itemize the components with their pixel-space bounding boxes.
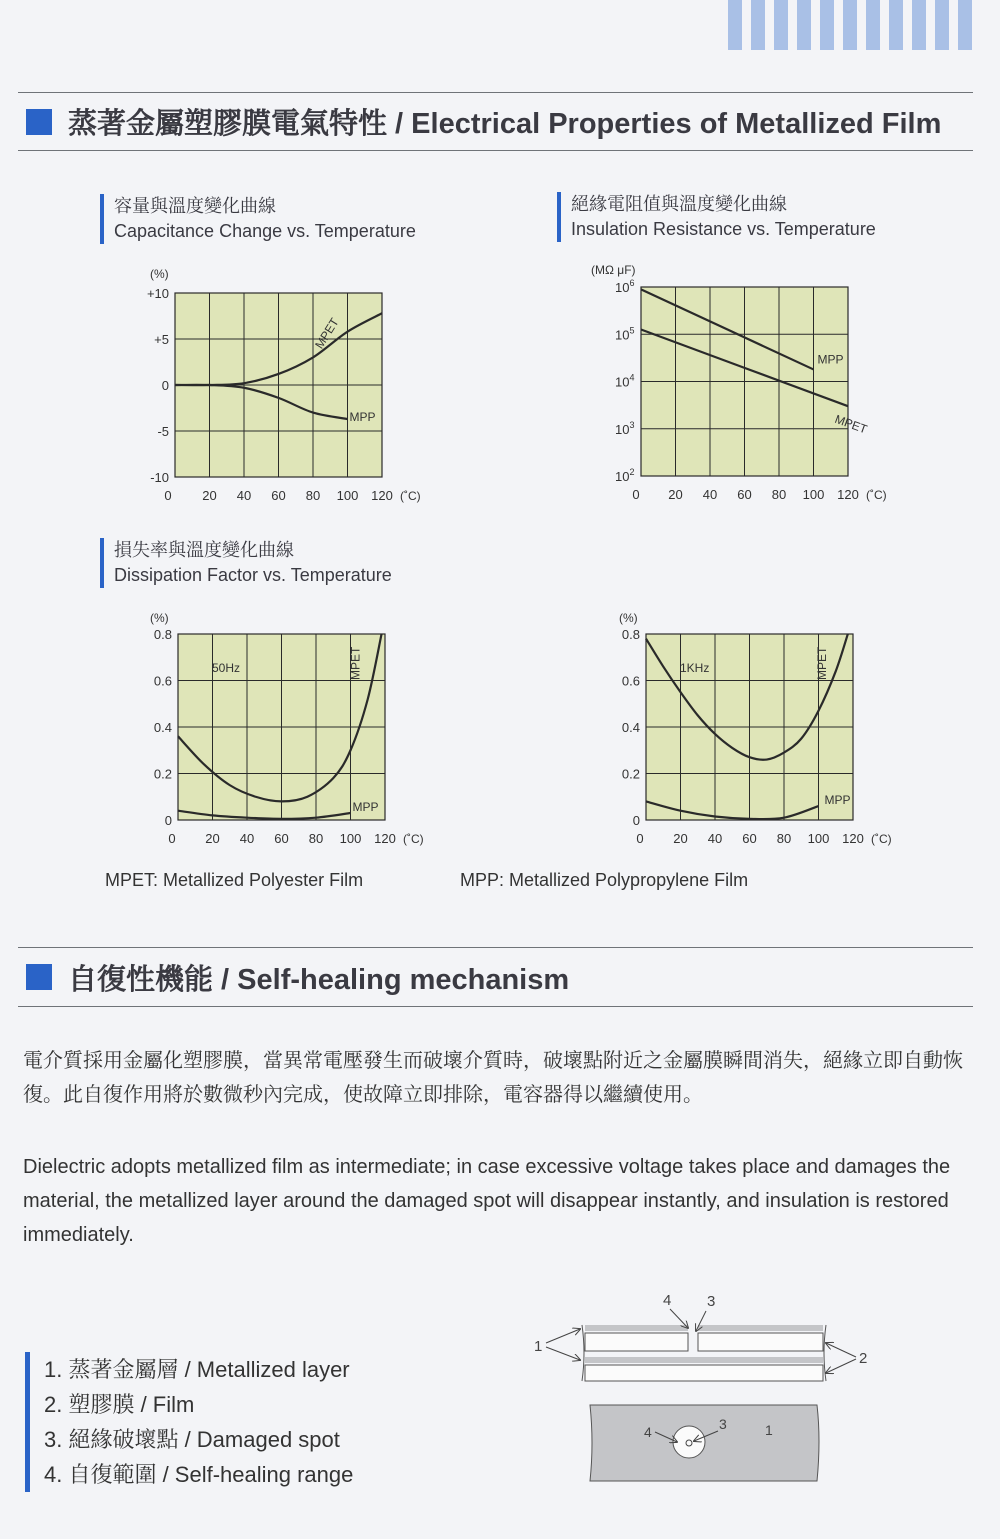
film-top-left xyxy=(585,1333,688,1351)
insulation-x-tick-label: 0 xyxy=(632,487,640,502)
df_1khz-x-tick-label: 60 xyxy=(742,831,757,846)
df_1khz-y-tick-label: 0.6 xyxy=(621,673,640,689)
metallized-layer-right xyxy=(698,1325,823,1331)
top-view xyxy=(590,1405,819,1481)
label-1: 1 xyxy=(534,1338,543,1355)
legend-item-self-healing-range: 4. 自復範圍 / Self-healing range xyxy=(44,1462,354,1487)
capacitance-x-tick-label: 0 xyxy=(164,488,172,503)
paragraph-zh: 電介質採用金屬化塑膠膜，當異常電壓發生而破壞介質時，破壞點附近之金屬膜瞬間消失，絕緣立即自動恢復。此自復作用將於數微秒內完成，使故障立即排除，電容器得以繼續使用。 xyxy=(23,1050,963,1106)
df_1khz-x-tick-label: 80 xyxy=(776,831,792,846)
insulation-x-tick-label: 80 xyxy=(771,487,787,502)
insulation-x-unit-label: (˚C) xyxy=(866,488,887,502)
df_1khz-series-label-mpp: MPP xyxy=(824,793,851,808)
df_1khz-x-tick-label: 20 xyxy=(673,831,688,846)
capacitance-x-unit-label: (˚C) xyxy=(400,489,421,503)
chart-title-zh: 絕緣電阻值與溫度變化曲線 xyxy=(571,194,787,214)
insulation-y-unit-label: (MΩ μF) xyxy=(591,263,636,277)
metallized-layer-bottom xyxy=(585,1357,823,1363)
df_50hz-x-tick-label: 100 xyxy=(339,831,362,846)
df_50hz-x-tick-label: 40 xyxy=(239,831,255,846)
insulation-x-tick-label: 120 xyxy=(837,487,859,502)
df_50hz-y-tick-label: 0.4 xyxy=(153,720,172,735)
chart-title-en: Dissipation Factor vs. Temperature xyxy=(114,565,392,585)
capacitance-y-tick-label: +5 xyxy=(154,332,169,347)
legend-item-film: 2. 塑膠膜 / Film xyxy=(44,1392,195,1417)
component-legend xyxy=(25,1352,353,1492)
insulation-x-tick-label: 40 xyxy=(702,487,718,502)
section-title: 蒸著金屬塑膠膜電氣特性 / Electrical Properties of Metallized Film xyxy=(68,108,942,140)
capacitance-x-tick-label: 100 xyxy=(336,488,359,503)
df_50hz-y-tick-label: 0.6 xyxy=(153,673,172,689)
capacitance-series-label-mpp: MPP xyxy=(349,410,376,425)
insulation-x-tick-label: 100 xyxy=(802,487,825,502)
df_1khz-y-tick-label: 0.2 xyxy=(621,766,640,782)
film-top-right xyxy=(698,1333,823,1351)
insulation-y-tick-label: $10^6$ xyxy=(615,278,635,295)
capacitance-x-tick-label: 20 xyxy=(202,488,217,503)
chart-title-en: Capacitance Change vs. Temperature xyxy=(114,221,416,241)
df_50hz-y-unit-label: (%) xyxy=(150,611,169,625)
capacitance-y-tick-label: +10 xyxy=(146,286,169,301)
df_50hz-annotation: 50Hz xyxy=(212,661,241,675)
df_50hz-y-tick-label: 0.8 xyxy=(153,627,172,642)
insulation-series-label-mpp: MPP xyxy=(817,352,844,367)
df_50hz-x-tick-label: 20 xyxy=(205,831,220,846)
legend-note-mpet: MPET: Metallized Polyester Film xyxy=(105,870,364,890)
df_50hz-x-tick-label: 120 xyxy=(374,831,396,846)
legend-item-damaged-spot: 3. 絕緣破壞點 / Damaged spot xyxy=(44,1427,340,1452)
chart-title-en: Insulation Resistance vs. Temperature xyxy=(571,219,876,239)
df_1khz-y-tick-label: 0.4 xyxy=(621,720,640,735)
label-2: 2 xyxy=(859,1350,868,1367)
insulation-y-tick-label: $10^4$ xyxy=(615,372,635,390)
self-healing-diagram xyxy=(520,1285,880,1495)
capacitance-y-tick-label: 0 xyxy=(161,378,169,393)
df_1khz-y-tick-label: 0 xyxy=(632,813,640,828)
legend-note-mpp: MPP: Metallized Polypropylene Film xyxy=(460,870,749,890)
df_50hz-y-tick-label: 0.2 xyxy=(153,766,172,782)
label-4-top: 4 xyxy=(663,1292,672,1309)
df_50hz-x-tick-label: 80 xyxy=(308,831,324,846)
insulation-series-label-mpet: MPET xyxy=(832,411,870,437)
insulation-x-tick-label: 60 xyxy=(737,487,752,502)
insulation-y-tick-label: $10^2$ xyxy=(615,467,635,484)
label-1-view: 1 xyxy=(765,1422,773,1438)
section-title: 自復性機能 / Self-healing mechanism xyxy=(68,963,570,996)
label-4-view: 4 xyxy=(644,1424,652,1440)
df_1khz-x-tick-label: 120 xyxy=(842,831,864,846)
chart-title-zh: 損失率與溫度變化曲線 xyxy=(114,540,294,560)
chart-title-zh: 容量與溫度變化曲線 xyxy=(114,196,276,216)
section-heading-self-healing xyxy=(18,947,973,1007)
label-3-top: 3 xyxy=(707,1293,716,1310)
df_1khz-x-unit-label: (˚C) xyxy=(871,832,892,846)
section-marker xyxy=(26,964,52,990)
capacitance-x-tick-label: 40 xyxy=(236,488,252,503)
capacitance-y-tick-label: -5 xyxy=(157,424,169,439)
df_1khz-x-tick-label: 0 xyxy=(636,831,644,846)
df_50hz-series-label-mpp: MPP xyxy=(352,800,379,815)
df_1khz-annotation: 1KHz xyxy=(680,661,710,675)
metallized-layer-left xyxy=(585,1325,688,1331)
capacitance-series-label-mpet: MPET xyxy=(312,315,342,352)
label-3-view: 3 xyxy=(719,1416,727,1432)
df_1khz-x-tick-label: 40 xyxy=(707,831,723,846)
legend-item-metallized-layer: 1. 蒸著金屬層 / Metallized layer xyxy=(44,1357,350,1382)
df_50hz-y-tick-label: 0 xyxy=(164,813,172,828)
capacitance-y-unit-label: (%) xyxy=(150,267,169,281)
df_1khz-y-unit-label: (%) xyxy=(619,611,638,625)
df_50hz-x-tick-label: 0 xyxy=(168,831,176,846)
paragraph-en: Dielectric adopts metallized film as intermediate; in case excessive voltage takes place and damages the material, the metallized layer around the damaged spot will disappear instantly, and insulation is restored immediately. xyxy=(23,1156,951,1246)
df_50hz-x-unit-label: (˚C) xyxy=(403,832,424,846)
df_1khz-series-label-mpet: MPET xyxy=(814,646,829,680)
cross-section xyxy=(582,1325,826,1381)
insulation-y-tick-label: $10^5$ xyxy=(615,325,635,343)
capacitance-x-tick-label: 60 xyxy=(271,488,286,503)
df_50hz-series-label-mpet: MPET xyxy=(348,646,363,680)
film-bottom xyxy=(585,1365,823,1381)
self-healing-spot xyxy=(673,1426,705,1458)
capacitance-y-tick-label: -10 xyxy=(150,470,169,485)
insulation-y-tick-label: $10^3$ xyxy=(615,419,635,437)
df_1khz-x-tick-label: 100 xyxy=(807,831,830,846)
capacitance-x-tick-label: 120 xyxy=(371,488,393,503)
insulation-x-tick-label: 20 xyxy=(668,487,683,502)
capacitance-x-tick-label: 80 xyxy=(305,488,321,503)
df_1khz-y-tick-label: 0.8 xyxy=(621,627,640,642)
df_50hz-x-tick-label: 60 xyxy=(274,831,289,846)
